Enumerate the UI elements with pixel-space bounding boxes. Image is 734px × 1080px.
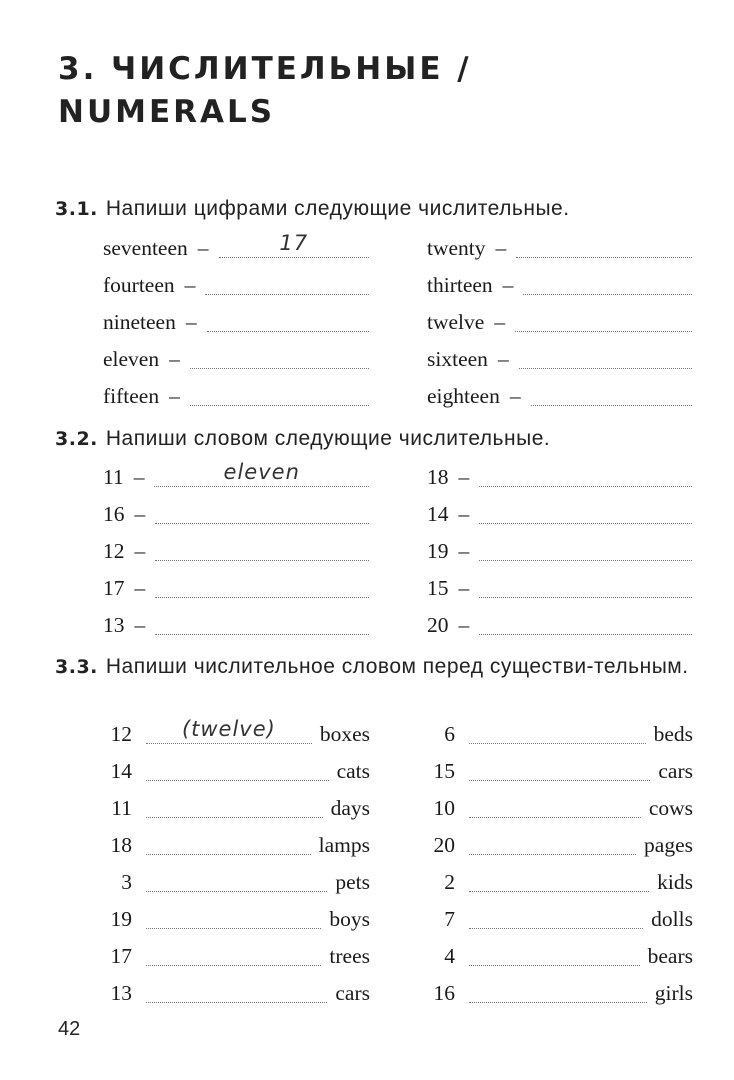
task-number: 3.1.: [55, 198, 98, 220]
answer-field[interactable]: [146, 904, 321, 929]
exercise-row: [427, 267, 692, 297]
answer-field[interactable]: [146, 867, 327, 892]
numeral-figure: 11: [103, 465, 124, 489]
numeral-figure: 7: [444, 907, 455, 931]
answer-field[interactable]: [469, 756, 650, 781]
numeral-figure: 4: [444, 944, 455, 968]
dash: –: [458, 576, 470, 600]
dash: –: [197, 236, 209, 260]
answer-field[interactable]: [154, 462, 369, 487]
exercise-row: [427, 378, 692, 408]
exercise-row: [103, 341, 369, 371]
dash: –: [502, 273, 514, 297]
exercise-row: [103, 304, 369, 334]
numeral-word: thirteen: [427, 273, 493, 297]
numeral-word: twenty: [427, 236, 486, 260]
exercise-row: [425, 827, 693, 857]
answer-field[interactable]: [469, 793, 641, 818]
task-3-1-heading: [55, 194, 570, 224]
answer-field[interactable]: [155, 610, 369, 635]
numeral-figure: 6: [444, 722, 455, 746]
numeral-word: fourteen: [103, 273, 175, 297]
numeral-figure: 15: [427, 576, 449, 600]
dash: –: [134, 502, 146, 526]
answer-field[interactable]: [479, 499, 692, 524]
numeral-word: seventeen: [103, 236, 188, 260]
numeral-figure: 18: [427, 465, 449, 489]
numeral-figure: 2: [444, 870, 455, 894]
exercise-row: [102, 790, 370, 820]
numeral-word: eleven: [103, 347, 160, 371]
answer-field[interactable]: [146, 830, 311, 855]
numeral-word: nineteen: [103, 310, 176, 334]
numeral-figure: 16: [103, 502, 125, 526]
noun: cats: [336, 759, 370, 783]
noun: days: [330, 796, 370, 820]
dash: –: [134, 613, 146, 637]
exercise-row: [102, 938, 370, 968]
dash: –: [184, 273, 196, 297]
task-3-2-heading: [55, 424, 550, 454]
noun: girls: [654, 981, 693, 1005]
answer-field[interactable]: [516, 233, 692, 258]
title-line-2: NUMERALS: [58, 94, 276, 130]
exercise-row: [427, 459, 692, 489]
dash: –: [495, 236, 507, 260]
task-instruction: Напиши цифрами следующие числительные.: [105, 197, 570, 220]
task-instruction: Напиши числительное словом перед существи-тельным.: [105, 655, 689, 678]
noun: lamps: [318, 833, 370, 857]
dash: –: [185, 310, 197, 334]
exercise-row: [425, 753, 693, 783]
numeral-figure: 3: [121, 870, 132, 894]
exercise-row: [425, 975, 693, 1005]
noun: cows: [648, 796, 693, 820]
numeral-figure: 18: [110, 833, 132, 857]
exercise-row: [103, 267, 369, 297]
noun: dolls: [651, 907, 693, 931]
numeral-figure: 19: [110, 907, 132, 931]
task-3-3-heading: [55, 652, 695, 682]
answer-field[interactable]: [479, 573, 692, 598]
numeral-figure: 11: [111, 796, 132, 820]
answer-field[interactable]: [155, 499, 369, 524]
numeral-word: fifteen: [103, 384, 160, 408]
exercise-row: [425, 864, 693, 894]
noun: boys: [329, 907, 370, 931]
numeral-figure: 12: [103, 539, 125, 563]
numeral-word: sixteen: [427, 347, 488, 371]
exercise-row: [102, 901, 370, 931]
dash: –: [133, 465, 145, 489]
numeral-figure: 20: [433, 833, 455, 857]
exercise-row: [102, 975, 370, 1005]
exercise-row: [103, 378, 369, 408]
answer-field[interactable]: [190, 381, 369, 406]
numeral-word: twelve: [427, 310, 485, 334]
dash: –: [497, 347, 509, 371]
answer-field[interactable]: [469, 719, 646, 744]
answer-field[interactable]: [515, 307, 692, 332]
exercise-row: [427, 341, 692, 371]
answer-field[interactable]: [479, 610, 692, 635]
noun: cars: [658, 759, 693, 783]
numeral-figure: 17: [110, 944, 132, 968]
numeral-figure: 13: [103, 613, 125, 637]
exercise-row: [425, 790, 693, 820]
exercise-row: [425, 716, 693, 746]
exercise-row: [103, 533, 369, 563]
answer-field[interactable]: [479, 536, 692, 561]
noun: pets: [335, 870, 370, 894]
dash: –: [494, 310, 506, 334]
task-number: 3.3.: [55, 656, 98, 678]
dash: –: [134, 539, 146, 563]
noun: beds: [653, 722, 693, 746]
answer-field[interactable]: [469, 904, 643, 929]
exercise-row: [102, 716, 370, 746]
answer-field[interactable]: [207, 307, 369, 332]
numeral-figure: 17: [103, 576, 125, 600]
answer-field[interactable]: [155, 536, 369, 561]
task-number: 3.2.: [55, 428, 98, 450]
answer-field[interactable]: [219, 233, 369, 258]
handwritten-answer: (twelve): [181, 717, 276, 741]
answer-field[interactable]: [469, 941, 640, 966]
exercise-row: [103, 459, 369, 489]
noun: kids: [657, 870, 693, 894]
dash: –: [458, 502, 470, 526]
exercise-row: [103, 570, 369, 600]
numeral-figure: 15: [433, 759, 455, 783]
numeral-figure: 20: [427, 613, 449, 637]
answer-field[interactable]: [190, 344, 369, 369]
noun: bears: [647, 944, 693, 968]
answer-field[interactable]: [146, 719, 312, 744]
answer-field[interactable]: [479, 462, 692, 487]
numeral-figure: 14: [427, 502, 449, 526]
answer-field[interactable]: [469, 978, 647, 1003]
dash: –: [134, 576, 146, 600]
exercise-row: [425, 938, 693, 968]
numeral-figure: 13: [110, 981, 132, 1005]
noun: cars: [335, 981, 370, 1005]
exercise-row: [103, 496, 369, 526]
numeral-figure: 14: [110, 759, 132, 783]
numeral-figure: 10: [433, 796, 455, 820]
exercise-row: [102, 753, 370, 783]
answer-field[interactable]: [155, 573, 369, 598]
dash: –: [458, 613, 470, 637]
exercise-row: [427, 570, 692, 600]
answer-field[interactable]: [469, 830, 636, 855]
dash: –: [458, 465, 470, 489]
title-line-1: 3. ЧИСЛИТЕЛЬНЫЕ /: [58, 51, 472, 87]
handwritten-answer: 17: [279, 231, 309, 255]
noun: trees: [329, 944, 370, 968]
answer-field[interactable]: [205, 270, 369, 295]
answer-field[interactable]: [523, 270, 692, 295]
numeral-figure: 19: [427, 539, 449, 563]
exercise-row: [427, 230, 692, 260]
dash: –: [509, 384, 521, 408]
exercise-row: [103, 607, 369, 637]
answer-field[interactable]: [146, 978, 327, 1003]
answer-field[interactable]: [519, 344, 692, 369]
exercise-row: [103, 230, 369, 260]
exercise-row: [425, 901, 693, 931]
numeral-figure: 16: [433, 981, 455, 1005]
exercise-row: [102, 864, 370, 894]
answer-field[interactable]: [531, 381, 692, 406]
exercise-row: [102, 827, 370, 857]
answer-field[interactable]: [146, 941, 321, 966]
noun: boxes: [319, 722, 370, 746]
answer-field[interactable]: [146, 756, 329, 781]
exercise-row: [427, 607, 692, 637]
exercise-row: [427, 533, 692, 563]
page-title: [58, 48, 472, 134]
noun: pages: [644, 833, 693, 857]
task-instruction: Напиши словом следующие числительные.: [105, 427, 551, 450]
handwritten-answer: eleven: [223, 460, 300, 484]
answer-field[interactable]: [146, 793, 323, 818]
numeral-word: eighteen: [427, 384, 500, 408]
page-number: 42: [58, 1018, 81, 1040]
numeral-figure: 12: [110, 722, 132, 746]
exercise-row: [427, 304, 692, 334]
dash: –: [169, 384, 180, 408]
dash: –: [169, 347, 180, 371]
dash: –: [458, 539, 470, 563]
answer-field[interactable]: [469, 867, 649, 892]
exercise-row: [427, 496, 692, 526]
